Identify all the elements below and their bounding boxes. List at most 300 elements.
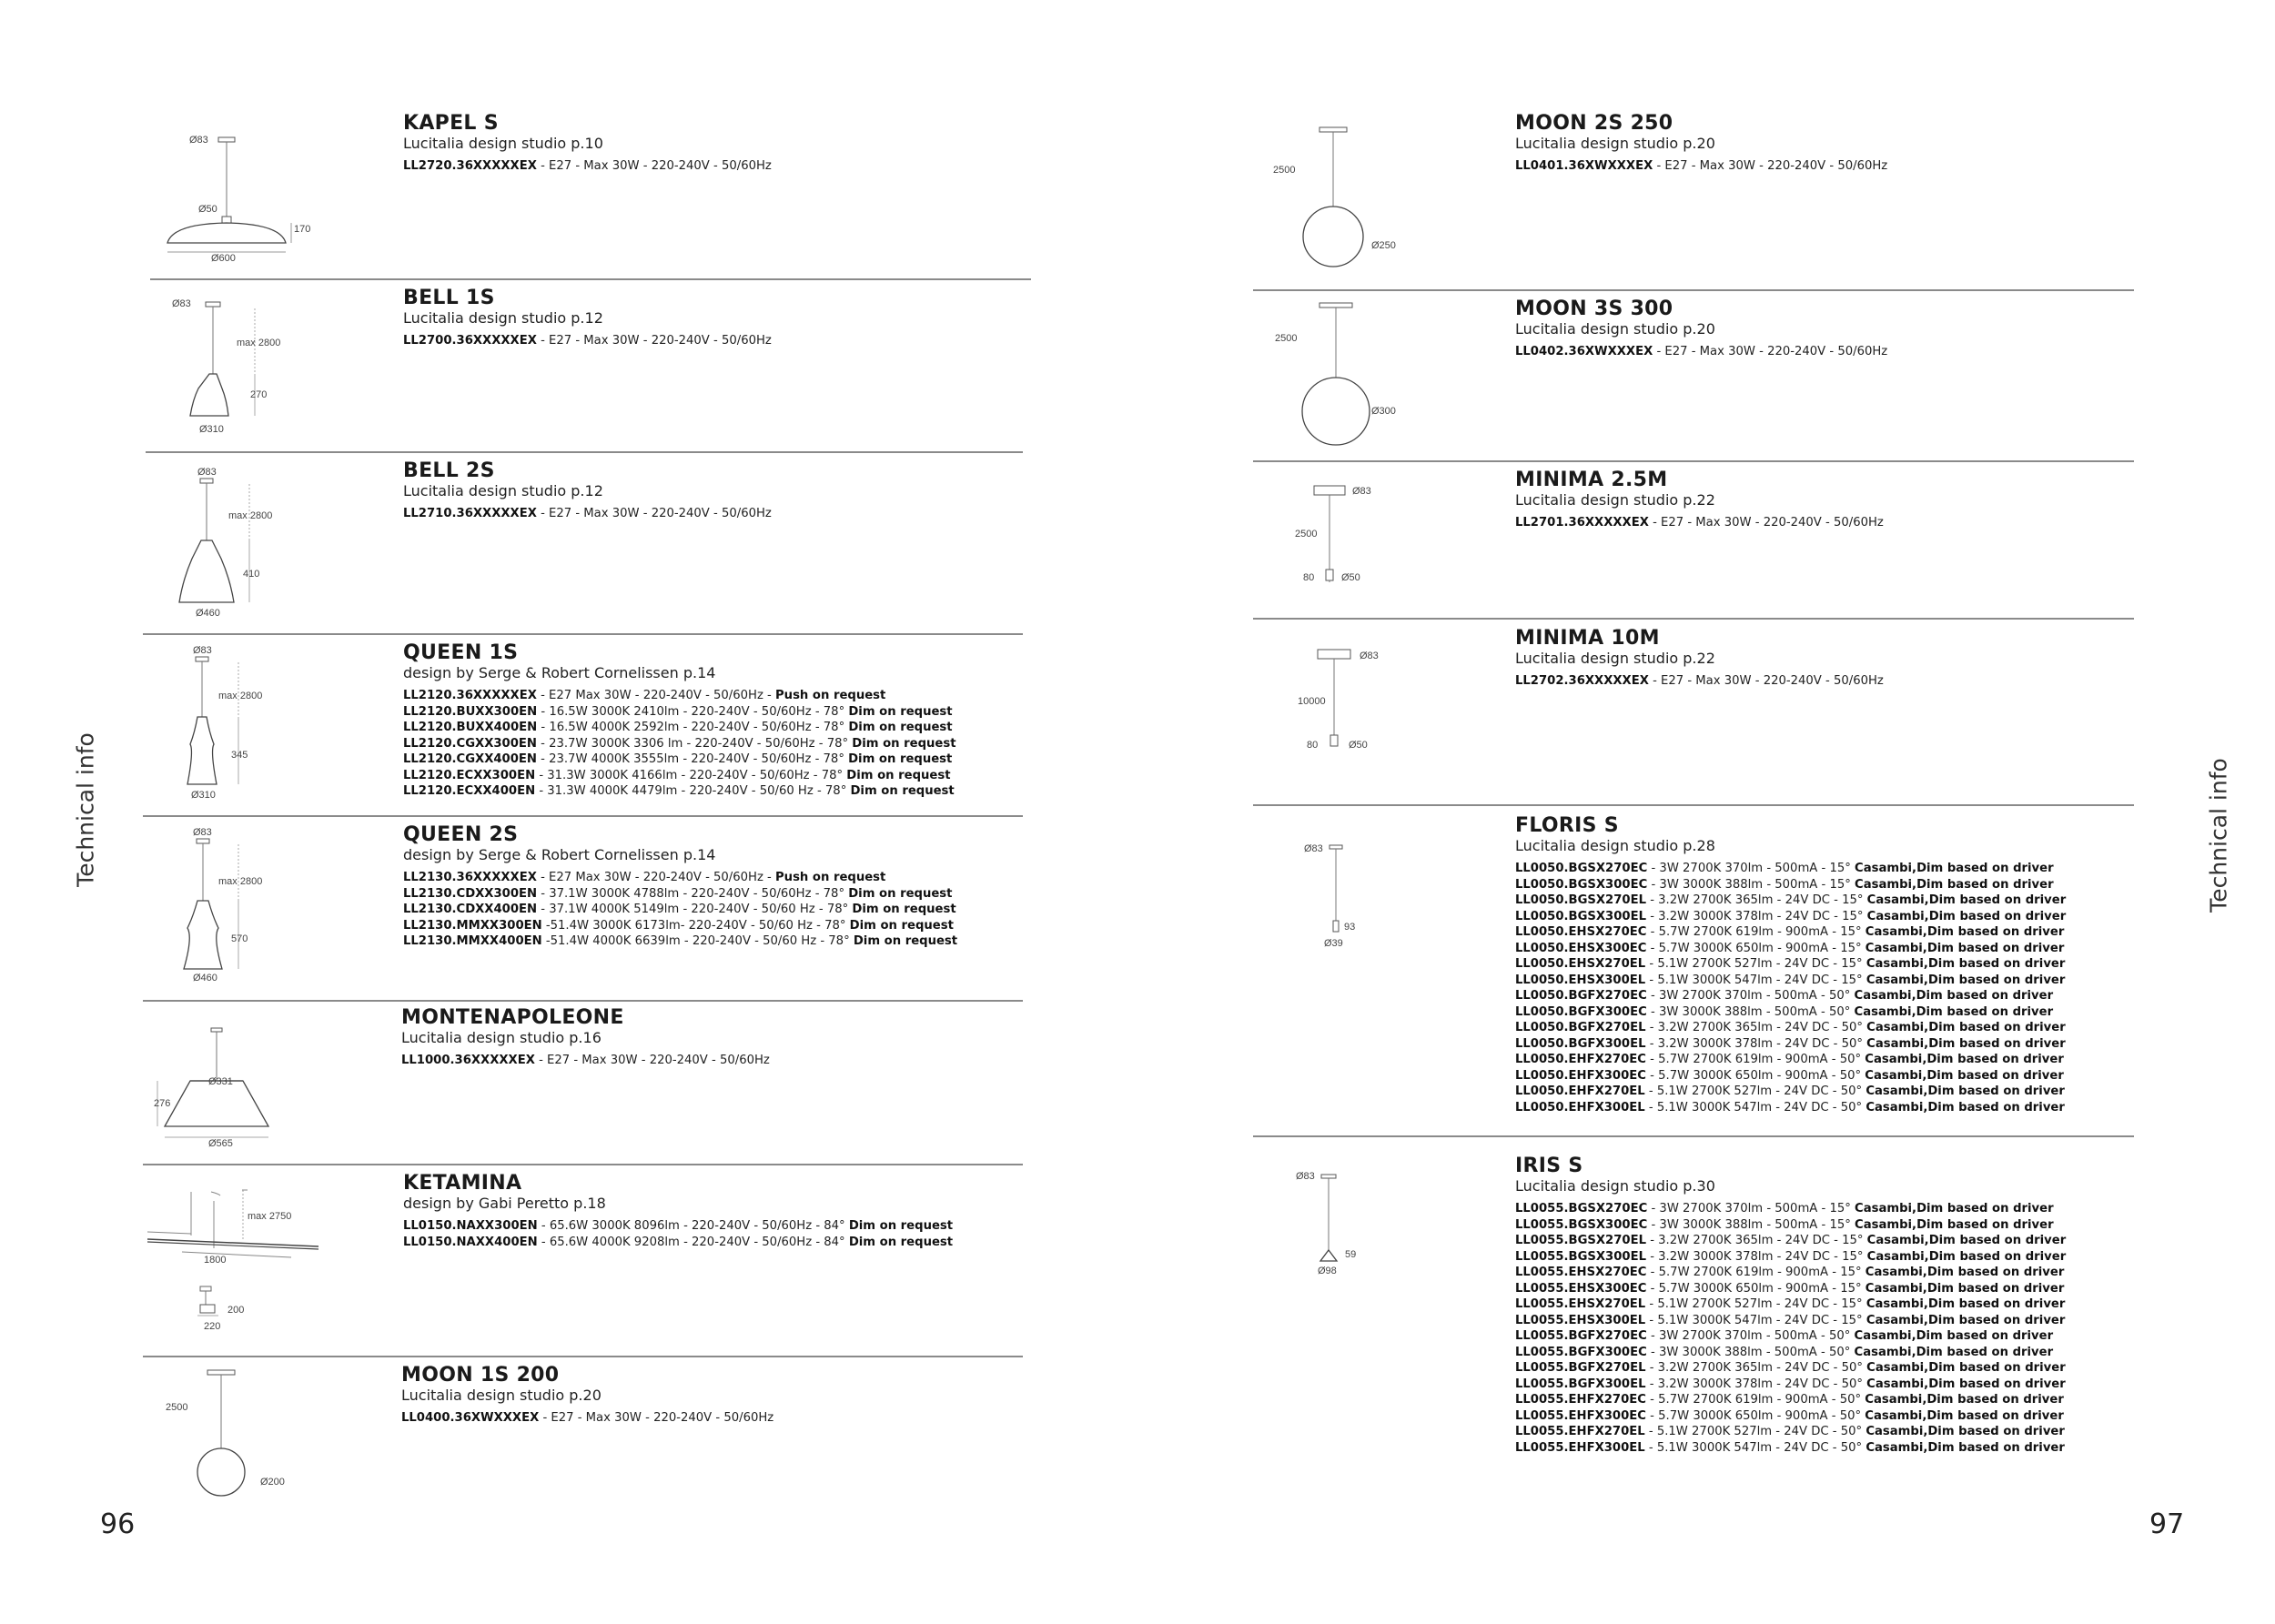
spec-detail: - E27 - Max 30W - 220-240V - 50/60Hz [536,334,772,348]
product-code: LL0050.EHSX270EC [1515,925,1647,939]
product-code: LL2120.CGXX400EN [403,752,537,766]
spec-detail: - 5.7W 2700K 619lm - 900mA - 50° [1645,1053,1866,1066]
minima-10m-drawing [1292,642,1420,751]
product-name: KETAMINA [403,1172,522,1195]
svg-text:270: 270 [250,389,268,400]
spec-detail: - 37.1W 3000K 4788lm - 220-240V - 50/60Hz - 78° [537,886,849,901]
spec-line [401,1053,770,1069]
spec-line [403,783,956,800]
moon-2s-250-info [1515,113,1887,175]
spec-detail: - E27 - Max 30W - 220-240V - 50/60Hz [1648,516,1884,530]
spec-detail: - E27 Max 30W - 220-240V - 50/60Hz - [536,689,776,702]
spec-line [403,720,956,736]
product-code: LL2702.36XXXXXEX [1515,674,1649,688]
spec-line [1515,956,2066,973]
spec-detail: - 5.7W 2700K 619lm - 900mA - 15° [1646,925,1866,939]
spec-note: Casambi,Dim based on driver [1854,1345,2054,1359]
svg-text:570: 570 [231,933,248,944]
spec-note: Casambi,Dim based on driver [1865,925,2065,939]
svg-text:2500: 2500 [1273,165,1296,176]
svg-text:Ø83: Ø83 [193,645,212,656]
spec-line [1515,1440,2066,1457]
spec-line [1515,1249,2066,1266]
spec-detail: - 23.7W 3000K 3306 lm - 220-240V - 50/60Hz - 78° [536,736,853,751]
iris-s-drawing [1292,1166,1401,1285]
spec-detail: - 5.1W 2700K 527lm - 24V DC - 50° [1644,1425,1866,1438]
spec-note: Casambi,Dim based on driver [1866,1313,2066,1327]
spec-detail: - 65.6W 3000K 8096lm - 220-240V - 50/60Hz - 84° [537,1219,849,1233]
spec-detail: - 5.7W 3000K 650lm - 900mA - 15° [1646,941,1866,955]
svg-text:2500: 2500 [166,1402,188,1413]
divider [1253,289,2134,291]
divider [143,1000,1023,1002]
product-code: LL2120.ECXX400EN [403,784,536,798]
product-code: LL0055.EHSX270EC [1515,1266,1647,1279]
spec-note: Casambi,Dim based on driver [1866,1249,2067,1264]
product-designer: design by Serge & Robert Cornelissen p.14 [403,846,716,863]
spec-note: Casambi,Dim based on driver [1854,1329,2054,1343]
product-code: LL0400.36XWXXXEX [401,1411,540,1425]
product-code: LL0055.BGFX270EL [1515,1361,1646,1375]
product-designer: Lucitalia design studio p.28 [1515,837,1715,854]
svg-text:200: 200 [228,1305,245,1316]
spec-detail: - 23.7W 4000K 3555lm - 220-240V - 50/60Hz - 78° [536,752,849,766]
product-code: LL0050.BGSX300EC [1515,877,1648,892]
product-code: LL0050.EHSX300EL [1515,973,1646,987]
spec-line [403,158,772,175]
product-code: LL0055.BGFX300EL [1515,1377,1646,1391]
svg-text:max 2800: max 2800 [218,876,263,887]
spec-detail: - 5.7W 2700K 619lm - 900mA - 50° [1645,1393,1866,1407]
queen-2s-info [403,824,957,950]
spec-note: Dim on request [852,736,956,751]
spec-line [1515,1068,2066,1084]
product-code: LL0055.EHFX300EL [1515,1440,1645,1455]
spec-detail: - 31.3W 3000K 4166lm - 220-240V - 50/60Hz - 78° [535,768,847,782]
svg-text:Ø83: Ø83 [189,135,208,146]
product-designer: Lucitalia design studio p.22 [1515,491,1715,509]
product-code: LL0050.BGFX270EL [1515,1021,1646,1034]
spec-note: Casambi,Dim based on driver [1855,1217,2054,1232]
floris-s-drawing [1297,839,1406,957]
product-code: LL0055.EHSX300EC [1515,1281,1647,1296]
svg-text:max 2750: max 2750 [248,1211,292,1222]
spec-detail: - 3.2W 3000K 378lm - 24V DC - 15° [1646,909,1867,923]
product-code: LL0050.EHFX270EC [1515,1053,1646,1066]
spec-detail: - E27 - Max 30W - 220-240V - 50/60Hz [539,1411,774,1425]
product-code: LL2701.36XXXXXEX [1515,516,1649,530]
spec-detail: - 3.2W 2700K 365lm - 24V DC - 50° [1645,1021,1867,1034]
spec-detail: - E27 - Max 30W - 220-240V - 50/60Hz [1653,345,1888,358]
divider [143,1164,1023,1165]
svg-text:10000: 10000 [1298,696,1326,707]
spec-line [1515,1281,2066,1297]
spec-line [1515,973,2066,989]
product-code: LL0055.EHFX270EL [1515,1425,1645,1438]
spec-line [1515,1360,2066,1377]
product-code: LL0055.EHSX300EL [1515,1313,1646,1327]
product-code: LL2130.CDXX400EN [403,903,538,916]
product-code: LL0055.BGSX300EL [1515,1249,1647,1264]
svg-text:276: 276 [154,1098,171,1109]
spec-detail: - 5.7W 3000K 650lm - 900mA - 50° [1645,1408,1866,1423]
spec-note: Push on request [775,871,886,884]
svg-text:2500: 2500 [1295,529,1318,540]
spec-note: Casambi,Dim based on driver [1866,1036,2066,1051]
product-code: LL0055.BGSX300EC [1515,1217,1648,1232]
svg-text:1800: 1800 [204,1255,227,1266]
product-code: LL0050.EHFX300EL [1515,1100,1645,1115]
spec-line [1515,861,2066,877]
spec-list [1515,158,1887,175]
spec-line [1515,924,2066,941]
minima-2-5m-info [1515,469,1884,531]
product-code: LL0401.36XWXXXEX [1515,159,1653,173]
spec-detail: - 3W 3000K 388lm - 500mA - 15° [1647,877,1855,892]
spec-line [1515,158,1887,175]
svg-text:80: 80 [1307,740,1319,751]
spec-detail: - 3W 2700K 370lm - 500mA - 50° [1646,989,1855,1003]
spec-detail: - 16.5W 3000K 2410lm - 220-240V - 50/60Hz - 78° [537,704,849,719]
product-code: LL0050.BGFX300EL [1515,1036,1646,1051]
spec-line [1515,1392,2066,1408]
spec-line [1515,1004,2066,1021]
product-code: LL0055.BGSX270EL [1515,1234,1647,1247]
spec-line [1515,1036,2066,1053]
product-code: LL0050.EHSX270EL [1515,957,1646,971]
spec-line [403,333,772,349]
spec-note: Dim on request [848,752,953,766]
spec-note: Casambi,Dim based on driver [1854,1004,2054,1019]
spec-detail: - 5.1W 2700K 527lm - 24V DC - 15° [1645,957,1866,971]
product-name: FLORIS S [1515,814,1619,837]
spec-detail: - 5.1W 3000K 547lm - 24V DC - 15° [1645,1313,1866,1327]
spec-line [1515,1424,2066,1440]
svg-text:59: 59 [1345,1249,1357,1260]
spec-note: Casambi,Dim based on driver [1866,1234,2067,1247]
svg-text:max 2800: max 2800 [218,691,263,701]
svg-text:Ø83: Ø83 [1352,486,1371,497]
svg-text:Ø50: Ø50 [1349,740,1368,751]
product-code: LL0050.BGSX270EC [1515,862,1648,875]
svg-text:Ø310: Ø310 [191,790,216,801]
spec-note: Casambi,Dim based on driver [1865,1393,2064,1407]
spec-line [403,768,956,784]
spec-line [403,688,956,704]
product-code: LL0055.BGFX300EC [1515,1345,1647,1359]
spec-note: Casambi,Dim based on driver [1866,1297,2066,1311]
product-designer: Lucitalia design studio p.12 [403,482,603,499]
product-code: LL2120.CGXX300EN [403,736,537,751]
svg-text:Ø50: Ø50 [198,204,217,215]
spec-detail: - 3.2W 3000K 378lm - 24V DC - 50° [1645,1036,1867,1051]
spec-detail: - 3W 2700K 370lm - 500mA - 15° [1647,862,1855,875]
spec-line [1515,344,1887,360]
spec-list [401,1410,774,1427]
spec-line [1515,1345,2066,1361]
spec-list [403,1218,953,1250]
product-name: QUEEN 1S [403,641,519,664]
spec-line [1515,1201,2066,1217]
product-designer: Lucitalia design studio p.30 [1515,1177,1715,1195]
svg-text:Ø331: Ø331 [208,1076,233,1087]
spec-list [401,1053,770,1069]
svg-text:Ø50: Ø50 [1341,572,1360,583]
moon-3s-300-drawing [1269,298,1415,452]
svg-text:80: 80 [1303,572,1315,583]
product-designer: design by Serge & Robert Cornelissen p.14 [403,664,716,681]
svg-text:Ø600: Ø600 [211,253,236,264]
ketamina-info [403,1173,953,1250]
spec-note: Casambi,Dim based on driver [1866,1377,2066,1391]
svg-text:170: 170 [294,224,311,235]
product-designer: Lucitalia design studio p.22 [1515,650,1715,667]
svg-text:Ø460: Ø460 [193,973,217,983]
spec-line [403,1235,953,1251]
product-code: LL2130.MMXX300EN [403,918,542,933]
kapel-s-info [403,113,772,175]
svg-text:Ø83: Ø83 [197,467,217,478]
svg-text:2500: 2500 [1275,333,1298,344]
product-code: LL0402.36XWXXXEX [1515,345,1653,358]
spec-detail: - 3W 3000K 388lm - 500mA - 50° [1646,1345,1855,1359]
divider [143,633,1023,635]
spec-line [403,506,772,522]
ketamina-drawing [146,1183,337,1337]
spec-note: Casambi,Dim based on driver [1865,1068,2064,1083]
spec-note: Dim on request [848,886,953,901]
spec-note: Push on request [775,689,886,702]
svg-text:Ø98: Ø98 [1318,1266,1337,1276]
spec-detail: - 31.3W 4000K 4479lm - 220-240V - 50/60 Hz - 78° [535,784,851,798]
svg-text:Ø565: Ø565 [208,1138,233,1149]
spec-line [1515,1265,2066,1281]
bell-1s-info [403,287,772,349]
spec-line [403,902,957,918]
svg-text:Ø310: Ø310 [199,424,224,435]
spec-line [401,1410,774,1427]
moon-1s-200-info [401,1365,774,1427]
spec-list [403,870,957,950]
spec-detail: - 3.2W 3000K 378lm - 24V DC - 15° [1646,1249,1867,1264]
spec-note: Casambi,Dim based on driver [1865,1266,2065,1279]
product-code: LL2130.MMXX400EN [403,934,542,948]
svg-text:Ø83: Ø83 [1296,1171,1315,1182]
spec-note: Casambi,Dim based on driver [1854,989,2054,1003]
spec-line [1515,909,2066,925]
spec-detail: - 5.1W 3000K 547lm - 24V DC - 50° [1644,1440,1866,1455]
svg-text:Ø300: Ø300 [1371,406,1396,417]
spec-note: Casambi,Dim based on driver [1866,957,2066,971]
product-code: LL1000.36XXXXXEX [401,1054,535,1067]
spec-note: Dim on request [846,768,951,782]
svg-text:Ø460: Ø460 [196,608,220,619]
spec-list [403,506,772,522]
spec-note: Casambi,Dim based on driver [1865,1053,2064,1066]
spec-list [1515,515,1884,531]
spec-note: Casambi,Dim based on driver [1866,1084,2065,1098]
product-code: LL0150.NAXX300EN [403,1219,538,1233]
spec-note: Casambi,Dim based on driver [1865,941,2065,955]
svg-text:Ø83: Ø83 [1360,651,1379,661]
svg-text:max 2800: max 2800 [237,338,281,348]
spec-note: Casambi,Dim based on driver [1866,1425,2065,1438]
floris-s-info [1515,815,2066,1115]
product-code: LL0050.EHFX270EL [1515,1084,1645,1098]
spec-line [1515,1296,2066,1313]
spec-detail: - E27 - Max 30W - 220-240V - 50/60Hz [1653,159,1888,173]
spec-note: Dim on request [848,721,953,734]
moon-2s-250-drawing [1269,123,1415,277]
spec-note: Dim on request [852,903,956,916]
svg-text:max 2800: max 2800 [228,510,273,521]
spec-line [1515,673,1884,690]
product-name: MINIMA 10M [1515,627,1660,650]
spec-detail: - 5.7W 2700K 619lm - 900mA - 15° [1646,1266,1866,1279]
spec-line [403,704,956,721]
spec-note: Dim on request [848,1235,954,1249]
product-name: BELL 1S [403,287,495,309]
moon-3s-300-info [1515,298,1887,360]
bell-1s-drawing [168,298,314,434]
montenapoleone-drawing [150,1024,314,1152]
spec-note: Dim on request [849,918,954,933]
spec-line [1515,941,2066,957]
minima-10m-info [1515,628,1884,690]
iris-s-info [1515,1155,2066,1456]
svg-text:Ø39: Ø39 [1324,938,1343,949]
product-name: MOON 2S 250 [1515,112,1673,135]
product-code: LL0050.BGFX270EC [1515,989,1647,1003]
spec-list [1515,861,2066,1115]
svg-text:410: 410 [243,569,260,580]
product-code: LL0055.BGFX270EC [1515,1329,1647,1343]
spec-line [403,1218,953,1235]
spec-list [1515,344,1887,360]
product-name: MOON 3S 300 [1515,298,1673,320]
spec-note: Casambi,Dim based on driver [1866,973,2066,987]
spec-line [1515,1084,2066,1100]
product-designer: design by Gabi Peretto p.18 [403,1195,606,1212]
spec-detail: - 16.5W 4000K 2592lm - 220-240V - 50/60Hz - 78° [537,721,849,734]
product-code: LL2130.36XXXXXEX [403,871,537,884]
product-name: QUEEN 2S [403,823,519,846]
spec-detail: - E27 - Max 30W - 220-240V - 50/60Hz [534,1054,770,1067]
spec-note: Casambi,Dim based on driver [1866,1440,2065,1455]
spec-line [403,736,956,752]
product-code: LL2700.36XXXXXEX [403,334,537,348]
spec-detail: - 5.1W 2700K 527lm - 24V DC - 15° [1645,1297,1866,1311]
spec-detail: - 5.7W 3000K 650lm - 900mA - 15° [1646,1281,1866,1296]
queen-1s-drawing [173,646,318,805]
spec-line [403,870,957,886]
section-label-left: Technical info [72,732,99,887]
queen-1s-info [403,642,956,800]
spec-detail: - E27 - Max 30W - 220-240V - 50/60Hz [536,159,772,173]
product-code: LL2120.BUXX300EN [403,704,538,719]
spec-note: Casambi,Dim based on driver [1866,909,2067,923]
spec-detail: - 3W 3000K 388lm - 500mA - 50° [1646,1004,1855,1019]
spec-detail: - 65.6W 4000K 9208lm - 220-240V - 50/60Hz - 84° [537,1235,849,1249]
spec-note: Dim on request [848,704,953,719]
spec-detail: - 5.1W 3000K 547lm - 24V DC - 50° [1644,1100,1866,1115]
spec-line [1515,1100,2066,1116]
svg-text:345: 345 [231,750,248,761]
divider [1253,1135,2134,1137]
page-number-left: 96 [100,1508,136,1540]
divider [1253,804,2134,806]
product-code: LL0055.EHFX300EC [1515,1408,1646,1423]
spec-note: Casambi,Dim based on driver [1865,1408,2064,1423]
product-code: LL0050.EHFX300EC [1515,1068,1646,1083]
spec-list [403,688,956,800]
spec-line [403,933,957,950]
product-code: LL2120.36XXXXXEX [403,689,537,702]
product-designer: Lucitalia design studio p.16 [401,1029,602,1046]
spec-note: Casambi,Dim based on driver [1865,1281,2065,1296]
spec-line [1515,1052,2066,1068]
product-code: LL0055.EHSX270EL [1515,1297,1646,1311]
minima-2-5m-drawing [1292,480,1420,590]
product-designer: Lucitalia design studio p.20 [1515,320,1715,338]
divider [150,278,1031,280]
spec-note: Casambi,Dim based on driver [1866,1100,2065,1115]
spec-detail: - E27 Max 30W - 220-240V - 50/60Hz - [536,871,776,884]
product-designer: Lucitalia design studio p.12 [403,309,603,327]
spec-list [403,333,772,349]
spec-detail: - 3W 2700K 370lm - 500mA - 15° [1647,1202,1855,1215]
spec-list [1515,673,1884,690]
product-code: LL0055.BGSX270EC [1515,1202,1648,1215]
spec-note: Dim on request [853,934,958,948]
spec-list [403,158,772,175]
spec-detail: - 3.2W 2700K 365lm - 24V DC - 15° [1646,1234,1867,1247]
product-designer: Lucitalia design studio p.10 [403,135,603,152]
spec-detail: -51.4W 4000K 6639lm - 220-240V - 50/60 Hz - 78° [541,934,854,948]
queen-2s-drawing [173,828,318,987]
spec-detail: - E27 - Max 30W - 220-240V - 50/60Hz [536,507,772,520]
page-number-right: 97 [2149,1508,2185,1540]
spec-line [1515,1377,2066,1393]
spec-note: Casambi,Dim based on driver [1866,893,2067,907]
divider [1253,618,2134,620]
divider [143,1356,1023,1357]
spec-line [1515,988,2066,1004]
spec-line [1515,1328,2066,1345]
bell-2s-info [403,460,772,522]
spec-detail: - E27 - Max 30W - 220-240V - 50/60Hz [1648,674,1884,688]
spec-line [1515,893,2066,909]
product-name: MOON 1S 200 [401,1364,560,1387]
spec-line [403,751,956,768]
moon-1s-200-drawing [164,1365,309,1510]
spec-detail: - 3W 3000K 388lm - 500mA - 15° [1647,1217,1855,1232]
svg-text:220: 220 [204,1321,221,1332]
product-designer: Lucitalia design studio p.20 [401,1387,602,1404]
product-name: IRIS S [1515,1155,1583,1177]
product-name: MONTENAPOLEONE [401,1006,624,1029]
divider [146,451,1023,453]
spec-detail: -51.4W 3000K 6173lm- 220-240V - 50/60 Hz - 78° [541,918,850,933]
montenapoleone-info [401,1007,770,1069]
product-code: LL2720.36XXXXXEX [403,159,537,173]
product-code: LL2130.CDXX300EN [403,886,538,901]
spec-detail: - 5.1W 2700K 527lm - 24V DC - 50° [1644,1084,1866,1098]
svg-text:Ø83: Ø83 [193,827,212,838]
svg-text:Ø200: Ø200 [260,1477,285,1488]
product-code: LL0150.NAXX400EN [403,1235,538,1249]
svg-text:Ø250: Ø250 [1371,240,1396,251]
